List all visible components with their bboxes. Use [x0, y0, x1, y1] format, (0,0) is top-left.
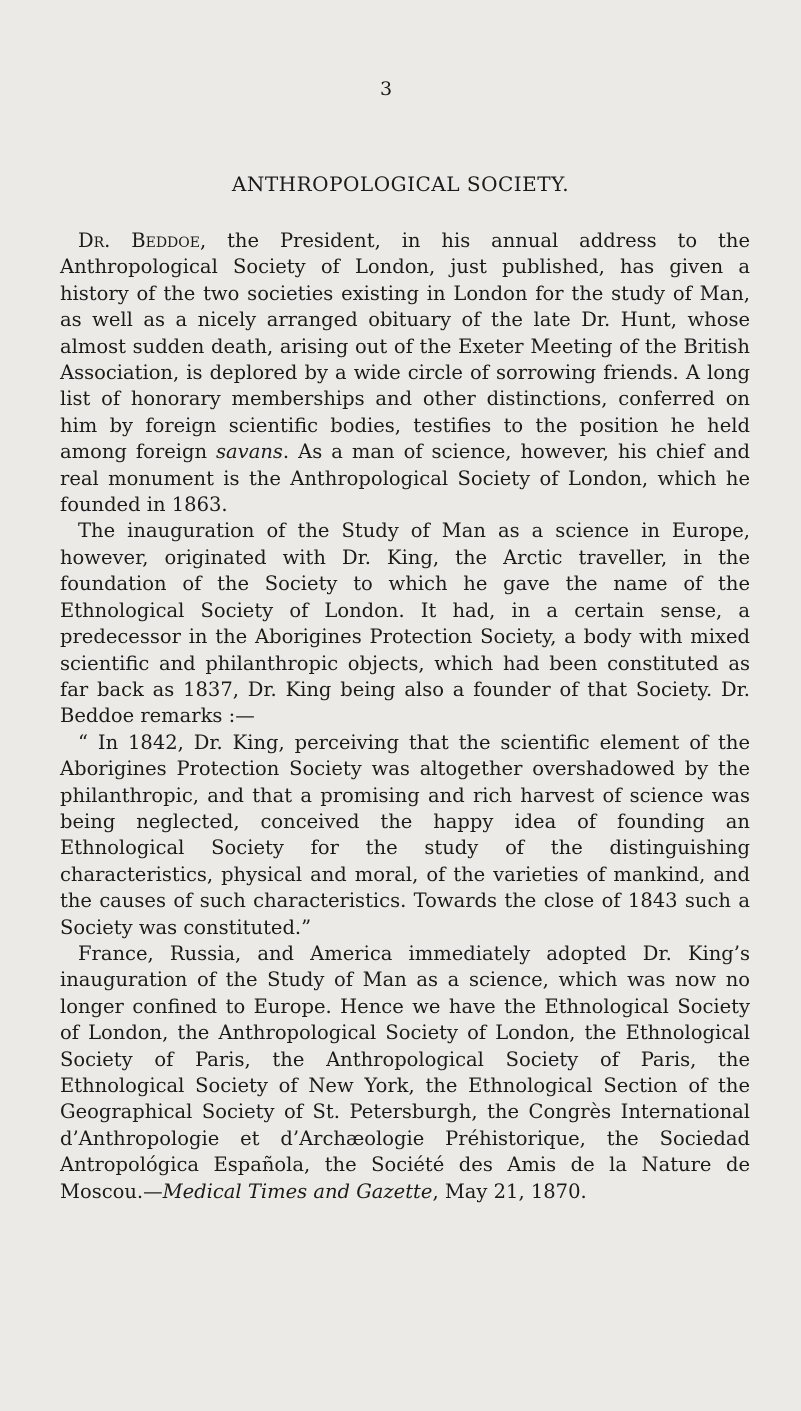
paragraph-4 [60, 941, 750, 1205]
paragraph-2: The inauguration of the Study of Man as a science in Europe, however, originated with Dr. King, the Arctic traveller, in the foundation of the Society to which he gave the name of the Ethnological Society of London. It had, in a certain sense, a predecessor in the Aborigines Protection Society, a body with mixed scientific and philanthropic objects, which had been constituted as far back as 1837, Dr. King being also a founder of that Society. Dr. Beddoe remarks :— [60, 519, 750, 728]
paragraph-1-text-a: , the President, in his annual address to the Anthropological Society of London, just published, has given a history of the two societies existing in London for the study of Man, as well as a nicely arranged obituary of the late Dr. Hunt, whose almost sudden death, arising out of the Exeter Meeting of the British Association, is deplored by a wide circle of sorrowing friends. A long list of honorary memberships and other distinctions, conferred on him by foreign scientific bodies, testifies to the position he held among foreign [60, 229, 750, 464]
article-title: ANTHROPOLOGICAL SOCIETY. [231, 172, 570, 196]
source-citation: Medical Times and Gazette [162, 1179, 433, 1203]
paragraph-4-text-b: , May 21, 1870. [432, 1179, 587, 1203]
paragraph-1-text-b: . As a man of science, however, his chief and real monument is the Anthropological Society of London, which he founded in 1863. [60, 440, 750, 517]
page-number: 3 [380, 78, 393, 100]
italic-term: savans [216, 440, 283, 464]
paragraph-4-text-a: France, Russia, and America immediately adopted Dr. King’s inauguration of the Study of Man as a science, which was now no longer confined to Europe. Hence we have the Ethnological Society of London, the Anthropological Society of London, the Ethnological Society of Paris, the Anthropological Society of Paris, the Ethnological Society of New York, the Ethnological Section of the Geographical Society of St. Petersburgh, the Congrès International d’Anthropologie et d’Archæologie Préhistorique, the Sociedad Antropológica Española, the Société des Amis de la Nature de Moscou.— [60, 941, 750, 1203]
author-name: Dr. Beddoe [78, 229, 200, 252]
article-body [60, 228, 750, 1205]
paragraph-3-quotation: “ In 1842, Dr. King, perceiving that the scientific element of the Aborigines Protection Society was altogether overshadowed by the philanthropic, and that a promising and rich harvest of science was being neglected, conceived the happy idea of founding an Ethnological Society for the study of the distinguishing characteristics, physical and moral, of the varieties of mankind, and the causes of such characteristics. Towards the close of 1843 such a Society was constituted.” [60, 730, 750, 939]
paragraph-1 [60, 228, 750, 518]
